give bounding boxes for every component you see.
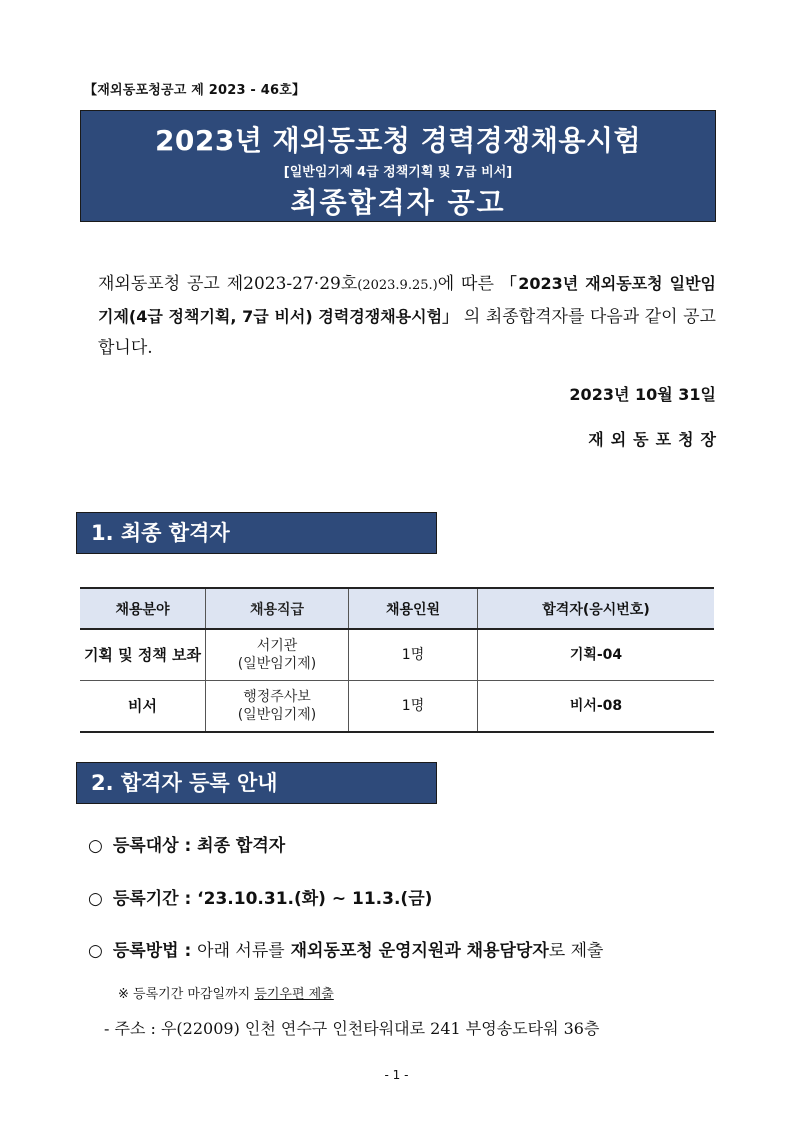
grade-title: 행정주사보 — [243, 689, 311, 705]
period-label: 등록기간 : — [112, 889, 192, 909]
target-value: 최종 합격자 — [197, 836, 286, 856]
title-main: 2023년 재외동포청 경력경쟁채용시험 — [154, 124, 642, 157]
cell-winner: 비서-08 — [478, 681, 715, 733]
intro-text-2: 에 따른 — [437, 274, 501, 294]
period-value: ‘23.10.31.(화) ~ 11.3.(금) — [197, 889, 433, 909]
notice-date: 2023년 10월 31일 — [569, 385, 716, 404]
issuer: 재외동포청장 — [588, 430, 723, 449]
note-underlined: 등기우편 제출 — [254, 987, 334, 1002]
title-banner — [80, 110, 716, 222]
header-winner: 합격자(응시번호) — [478, 588, 715, 629]
bullet-circle-icon: ○ — [88, 836, 103, 856]
bullet-target — [88, 831, 285, 856]
section-2-heading: 2. 합격자 등록 안내 — [76, 762, 437, 804]
intro-exam-name: 「2023년 재외동포청 일반임기제(4급 정책기획, 7급 비서) 경력경쟁채용시험」 — [98, 274, 717, 326]
results-table — [80, 587, 714, 733]
note — [118, 983, 334, 1002]
intro-text-3: 의 최종합격자를 다음과 같이 공고합니다. — [98, 307, 716, 358]
cell-field: 기획 및 정책 보좌 — [80, 629, 206, 681]
cell-count: 1명 — [349, 629, 478, 681]
bullet-circle-icon: ○ — [88, 889, 103, 909]
cell-field: 비서 — [80, 681, 206, 733]
intro-date: (2023.9.25.) — [357, 278, 438, 293]
cell-count: 1명 — [349, 681, 478, 733]
bullet-period — [88, 884, 432, 909]
method-label: 등록방법 : — [112, 941, 192, 961]
intro-paragraph — [78, 268, 716, 364]
section-1-heading: 1. 최종 합격자 — [76, 512, 437, 554]
grade-type: (일반임기제) — [237, 707, 317, 723]
address: - 주소 : 우(22009) 인천 연수구 인천타워대로 241 부영송도타워 36층 — [104, 1019, 600, 1038]
header-count: 채용인원 — [349, 588, 478, 629]
bullet-circle-icon: ○ — [88, 941, 103, 961]
grade-type: (일반임기제) — [237, 656, 317, 672]
method-text-2: 로 제출 — [548, 941, 604, 961]
method-text-1: 아래 서류를 — [197, 941, 285, 961]
cell-winner: 기획-04 — [478, 629, 715, 681]
notice-number: 【재외동포청공고 제 2023 - 46호】 — [84, 83, 306, 98]
cell-grade — [206, 681, 349, 733]
table-row — [80, 629, 714, 681]
header-field: 채용분야 — [80, 588, 206, 629]
intro-text-1: 재외동포청 공고 제2023-27·29호 — [98, 274, 358, 294]
bullet-method — [88, 936, 603, 961]
table-header-row — [80, 588, 714, 629]
header-grade: 채용직급 — [206, 588, 349, 629]
target-label: 등록대상 : — [112, 836, 192, 856]
table-row — [80, 681, 714, 733]
page-number: - 1 - — [384, 1068, 409, 1082]
note-prefix: ※ 등록기간 마감일까지 — [118, 987, 255, 1002]
grade-title: 서기관 — [256, 638, 298, 654]
title-sub: [일반임기제 4급 정책기획 및 7급 비서] — [283, 165, 513, 180]
method-recipient: 재외동포청 운영지원과 채용담당자 — [290, 941, 549, 961]
title-final: 최종합격자 공고 — [290, 186, 506, 219]
cell-grade — [206, 629, 349, 681]
